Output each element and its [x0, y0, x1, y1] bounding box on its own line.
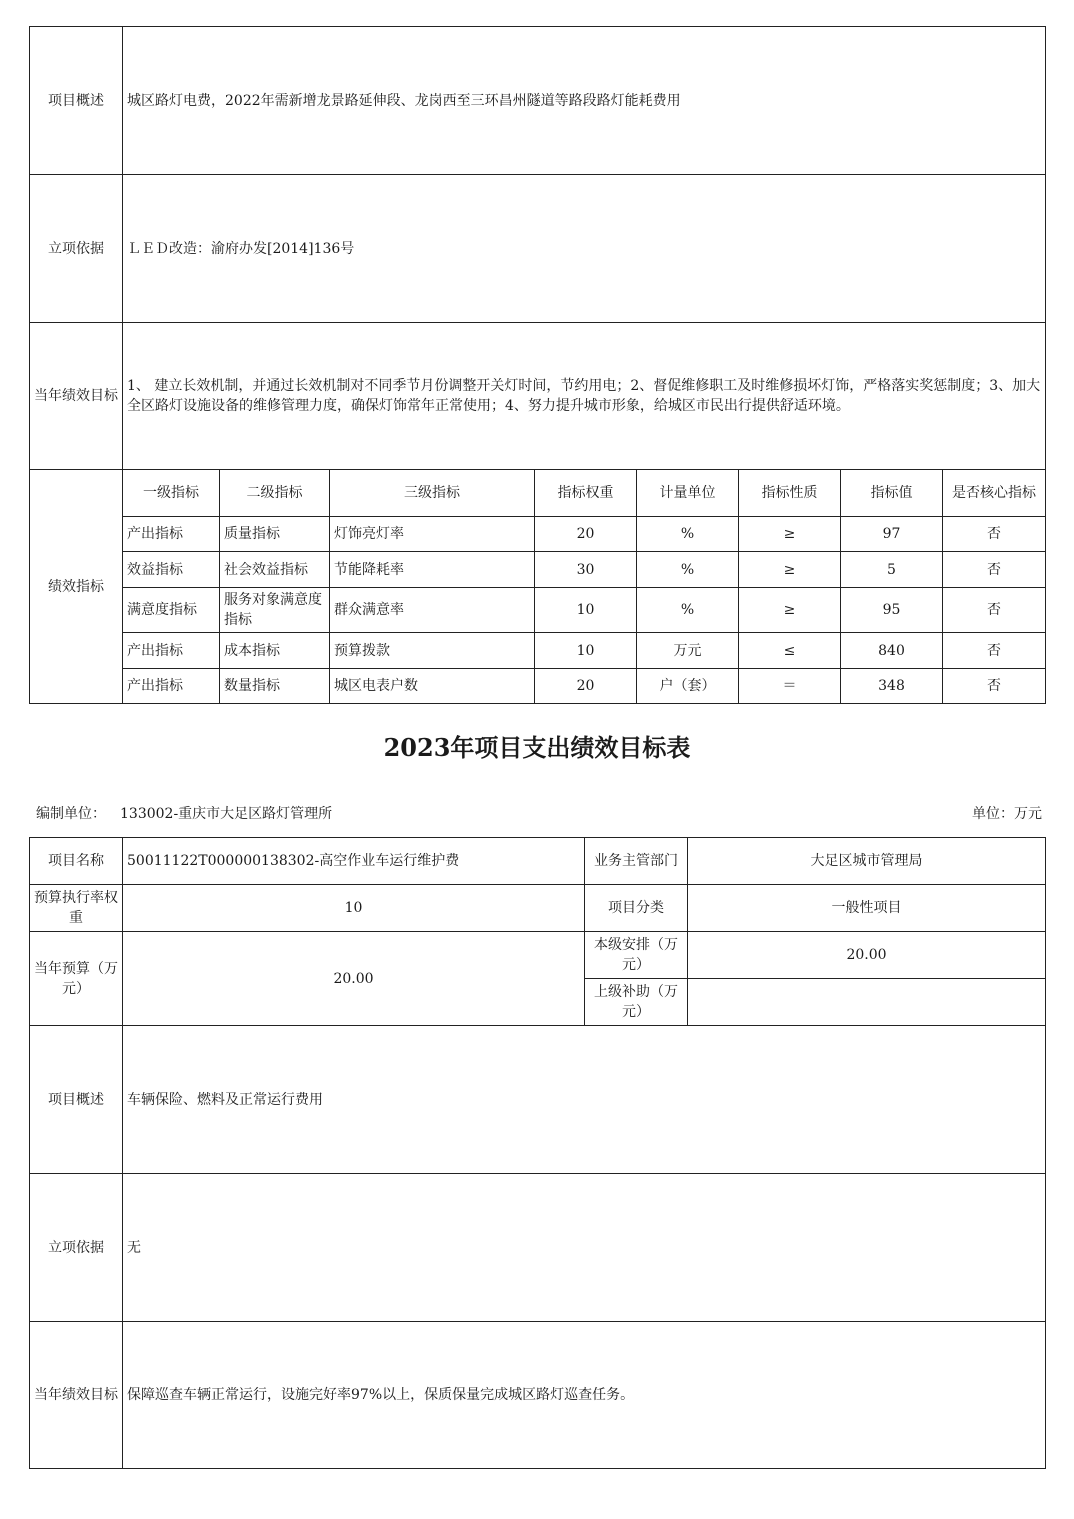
level3-cell: 城区电表户数: [330, 669, 535, 704]
table-row: [30, 633, 1046, 669]
unit-cell: %: [637, 552, 739, 588]
indicator-header-row: [30, 470, 1046, 517]
level2-cell: 服务对象满意度指标: [220, 588, 330, 633]
header-nature: 指标性质: [739, 470, 841, 517]
overview-value: 车辆保险、燃料及正常运行费用: [123, 1026, 1046, 1174]
project-performance-table-2: [29, 837, 1046, 1469]
unit-cell: %: [637, 588, 739, 633]
project-name-label: 项目名称: [30, 838, 123, 885]
overview-row: [30, 27, 1046, 175]
level3-cell: 节能降耗率: [330, 552, 535, 588]
table-row: [30, 588, 1046, 633]
overview-label: 项目概述: [30, 27, 123, 175]
value-cell: 348: [841, 669, 943, 704]
local-funding-value: 20.00: [688, 932, 1046, 979]
unit-cell: %: [637, 517, 739, 552]
level3-cell: 灯饰亮灯率: [330, 517, 535, 552]
budget-label: 当年预算（万元）: [30, 932, 123, 1026]
currency-unit: 单位：万元: [972, 806, 1042, 822]
header-core: 是否核心指标: [943, 470, 1046, 517]
table-row: [30, 552, 1046, 588]
level2-cell: 质量指标: [220, 517, 330, 552]
overview-row: [30, 1026, 1046, 1174]
header-weight: 指标权重: [535, 470, 637, 517]
level3-cell: 预算拨款: [330, 633, 535, 669]
exec-rate-value: 10: [123, 885, 585, 932]
core-cell: 否: [943, 517, 1046, 552]
dept-value: 大足区城市管理局: [688, 838, 1046, 885]
unit-cell: 户（套）: [637, 669, 739, 704]
local-funding-label: 本级安排（万元）: [585, 932, 688, 979]
level1-cell: 产出指标: [123, 669, 220, 704]
dept-label: 业务主管部门: [585, 838, 688, 885]
header-unit: 计量单位: [637, 470, 739, 517]
superior-funding-value: [688, 979, 1046, 1026]
level1-cell: 产出指标: [123, 633, 220, 669]
basis-value: 无: [123, 1174, 1046, 1322]
compiling-unit-label: 编制单位：: [36, 806, 106, 822]
level3-cell: 群众满意率: [330, 588, 535, 633]
basis-label: 立项依据: [30, 175, 123, 323]
basis-row: [30, 175, 1046, 323]
core-cell: 否: [943, 552, 1046, 588]
indicators-label: 绩效指标: [30, 470, 123, 704]
unit-cell: 万元: [637, 633, 739, 669]
value-cell: 95: [841, 588, 943, 633]
level2-cell: 成本指标: [220, 633, 330, 669]
level2-cell: 社会效益指标: [220, 552, 330, 588]
value-cell: 5: [841, 552, 943, 588]
budget-row: [30, 932, 1046, 979]
core-cell: 否: [943, 669, 1046, 704]
header-level3: 三级指标: [330, 470, 535, 517]
level1-cell: 产出指标: [123, 517, 220, 552]
header-level2: 二级指标: [220, 470, 330, 517]
core-cell: 否: [943, 633, 1046, 669]
weight-cell: 30: [535, 552, 637, 588]
value-cell: 840: [841, 633, 943, 669]
goal-value: 1、 建立长效机制，并通过长效机制对不同季节月份调整开关灯时间，节约用电；2、督促维修职工及时维修损坏灯饰，严格落实奖惩制度；3、加大全区路灯设施设备的维修管理力度，确保灯饰常年正常使用；4、努力提升城市形象，给城区市民出行提供舒适环境。: [123, 323, 1046, 470]
weight-cell: 20: [535, 517, 637, 552]
budget-value: 20.00: [123, 932, 585, 1026]
overview-value: 城区路灯电费，2022年需新增龙景路延伸段、龙岗西至三环昌州隧道等路段路灯能耗费用: [123, 27, 1046, 175]
exec-rate-label: 预算执行率权重: [30, 885, 123, 932]
compiling-unit-value: 133002-重庆市大足区路灯管理所: [120, 806, 333, 822]
level1-cell: 效益指标: [123, 552, 220, 588]
goal-row: [30, 323, 1046, 470]
level1-cell: 满意度指标: [123, 588, 220, 633]
superior-funding-label: 上级补助（万元）: [585, 979, 688, 1026]
nature-cell: ≥: [739, 552, 841, 588]
goal-row: [30, 1322, 1046, 1469]
overview-label: 项目概述: [30, 1026, 123, 1174]
category-label: 项目分类: [585, 885, 688, 932]
nature-cell: ＝: [739, 669, 841, 704]
category-value: 一般性项目: [688, 885, 1046, 932]
nature-cell: ≥: [739, 517, 841, 552]
table-row: [30, 669, 1046, 704]
basis-value: ＬＥＤ改造：渝府办发[2014]136号: [123, 175, 1046, 323]
project-name-row: [30, 838, 1046, 885]
level2-cell: 数量指标: [220, 669, 330, 704]
header-value: 指标值: [841, 470, 943, 517]
page-title: 2023年项目支出绩效目标表: [383, 733, 691, 762]
basis-label: 立项依据: [30, 1174, 123, 1322]
core-cell: 否: [943, 588, 1046, 633]
goal-label: 当年绩效目标: [30, 1322, 123, 1469]
project-performance-table-1: [29, 26, 1046, 704]
weight-cell: 10: [535, 588, 637, 633]
weight-cell: 10: [535, 633, 637, 669]
weight-cell: 20: [535, 669, 637, 704]
table-row: [30, 517, 1046, 552]
goal-label: 当年绩效目标: [30, 323, 123, 470]
header-level1: 一级指标: [123, 470, 220, 517]
project-name-value: 50011122T000000138302-高空作业车运行维护费: [123, 838, 585, 885]
basis-row: [30, 1174, 1046, 1322]
compiling-unit: [36, 804, 332, 824]
nature-cell: ≤: [739, 633, 841, 669]
exec-rate-row: [30, 885, 1046, 932]
value-cell: 97: [841, 517, 943, 552]
nature-cell: ≥: [739, 588, 841, 633]
goal-value: 保障巡查车辆正常运行，设施完好率97%以上，保质保量完成城区路灯巡查任务。: [123, 1322, 1046, 1469]
